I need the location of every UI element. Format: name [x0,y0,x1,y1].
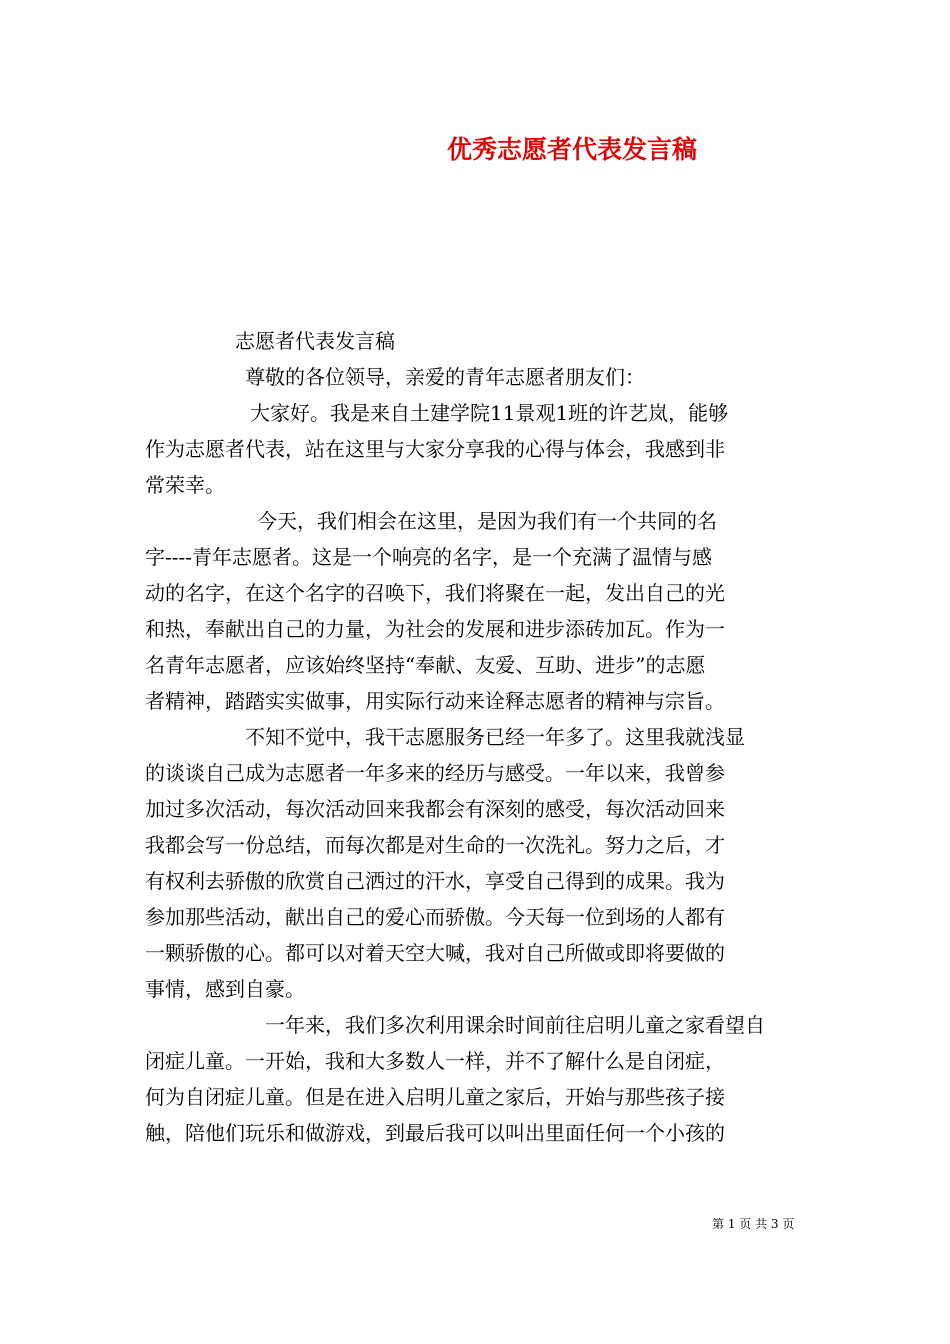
paragraph-line: 参加那些活动，献出自己的爱心而骄傲。今天每一位到场的人都有 [145,905,725,929]
paragraph-line: 大家好。我是来自土建学院11景观1班的许艺岚，能够 [250,401,729,425]
paragraph-line: 事情，感到自豪。 [145,977,305,1001]
paragraph-2 [145,503,810,719]
paragraph-line: 不知不觉中，我干志愿服务已经一年多了。这里我就浅显 [245,725,745,749]
paragraph-line: 何为自闭症儿童。但是在进入启明儿童之家后，开始与那些孩子接 [145,1085,725,1109]
paragraph-line: 今天，我们相会在这里，是因为我们有一个共同的名 [257,509,717,533]
salutation: 尊敬的各位领导，亲爱的青年志愿者朋友们： [245,365,645,389]
paragraph-4 [145,1007,810,1151]
paragraph-line: 字----青年志愿者。这是一个响亮的名字，是一个充满了温情与感 [145,545,713,569]
paragraph-line: 有权利去骄傲的欣赏自己洒过的汗水，享受自己得到的成果。我为 [145,869,725,893]
paragraph-line: 闭症儿童。一开始，我和大多数人一样，并不了解什么是自闭症， [145,1049,725,1073]
paragraph-line: 动的名字，在这个名字的召唤下，我们将聚在一起，发出自己的光 [145,581,725,605]
paragraph-line: 名青年志愿者，应该始终坚持“奉献、友爱、互助、进步”的志愿 [145,653,706,677]
paragraph-line: 作为志愿者代表，站在这里与大家分享我的心得与体会，我感到非 [145,437,725,461]
paragraph-line: 我都会写一份总结，而每次都是对生命的一次洗礼。努力之后，才 [145,833,725,857]
paragraph-line: 触，陪他们玩乐和做游戏，到最后我可以叫出里面任何一个小孩的 [145,1121,725,1145]
paragraph-1 [145,395,810,503]
paragraph-3 [145,719,810,1007]
paragraph-line: 一年来，我们多次利用课余时间前往启明儿童之家看望自 [265,1013,765,1037]
paragraph-line: 常荣幸。 [145,473,225,497]
paragraph-line: 加过多次活动，每次活动回来我都会有深刻的感受，每次活动回来 [145,797,725,821]
subtitle: 志愿者代表发言稿 [235,329,395,353]
paragraph-line: 者精神，踏踏实实做事，用实际行动来诠释志愿者的精神与宗旨。 [145,689,725,713]
paragraph-line: 一颗骄傲的心。都可以对着天空大喊，我对自己所做或即将要做的 [145,941,725,965]
document-title: 优秀志愿者代表发言稿 [447,135,698,164]
paragraph-line: 的谈谈自己成为志愿者一年多来的经历与感受。一年以来，我曾参 [145,761,725,785]
page-number: 第 1 页 共 3 页 [712,1217,795,1231]
paragraph-line: 和热，奉献出自己的力量，为社会的发展和进步添砖加瓦。作为一 [145,617,725,641]
